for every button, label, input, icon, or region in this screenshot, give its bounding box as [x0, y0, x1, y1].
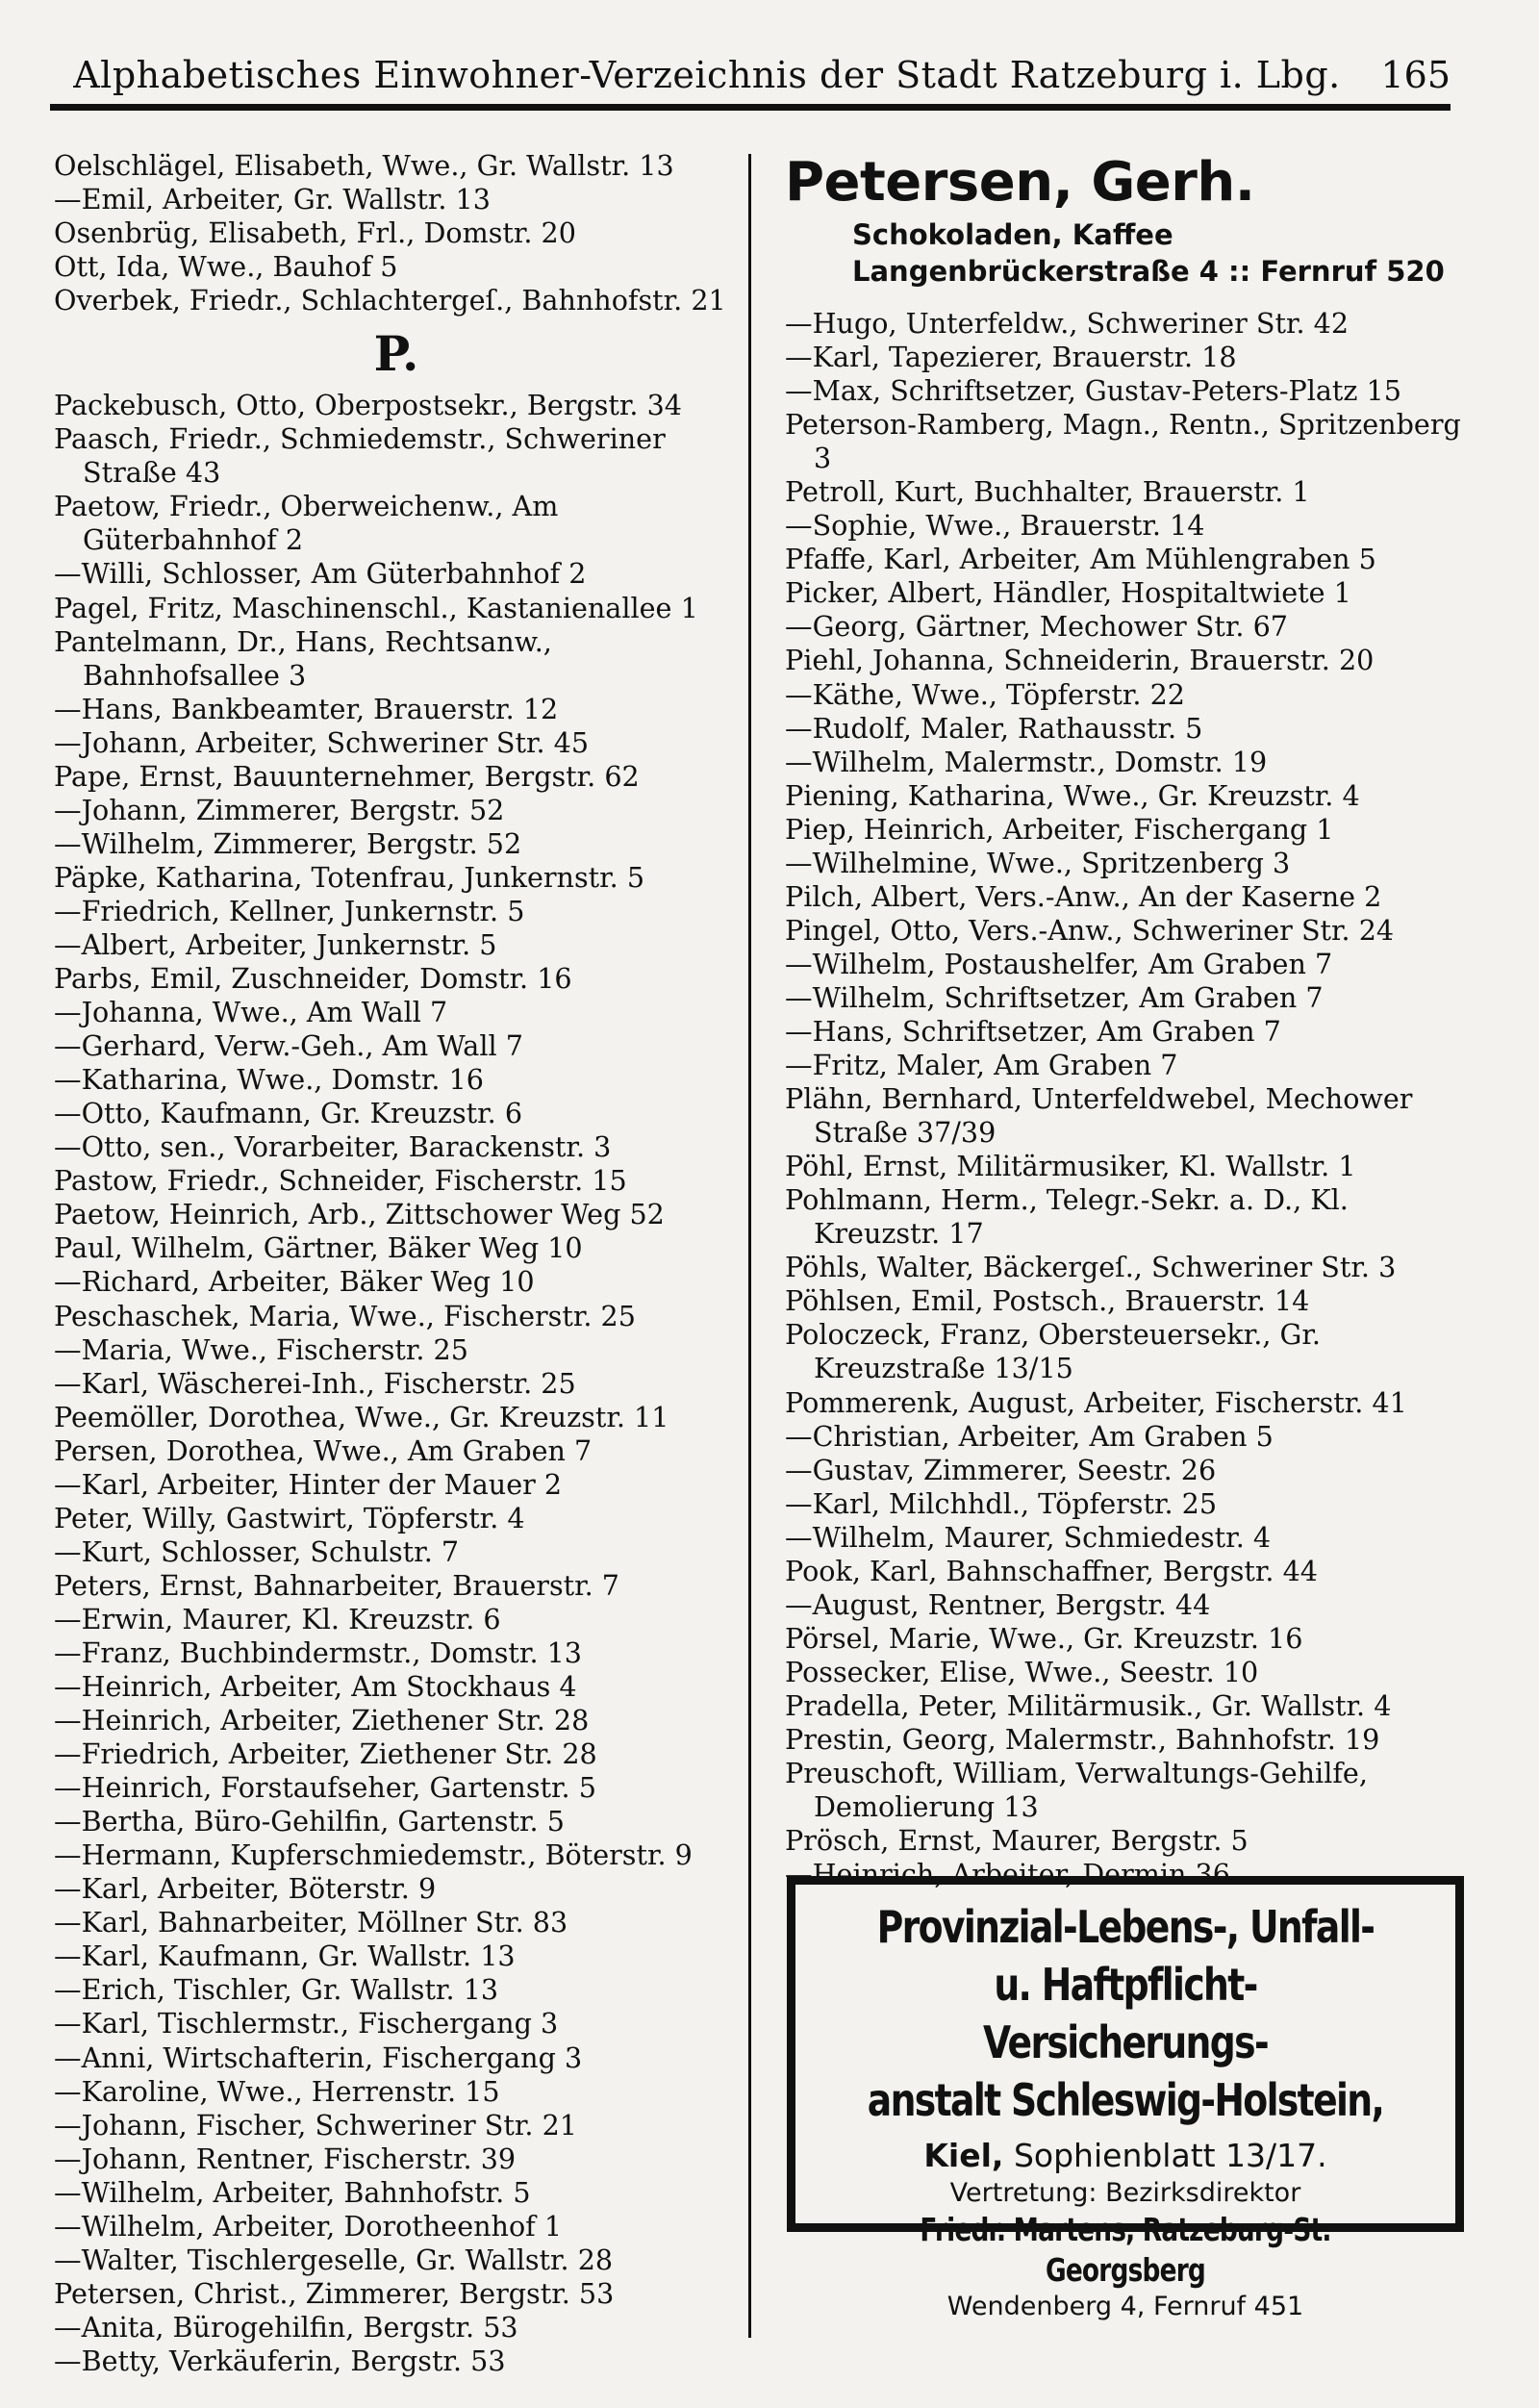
directory-entry: —Emil, Arbeiter, Gr. Wallstr. 13	[54, 183, 491, 216]
directory-entry: —Karl, Tischlermstr., Fischergang 3	[54, 2007, 559, 2040]
directory-entry: Pingel, Otto, Vers.-Anw., Schweriner Str. 24	[785, 913, 1395, 947]
directory-entry: Ott, Ida, Wwe., Bauhof 5	[54, 250, 398, 284]
directory-entry: —Albert, Arbeiter, Junkernstr. 5	[54, 927, 497, 961]
directory-entry: —Hugo, Unterfeldw., Schweriner Str. 42	[785, 307, 1350, 340]
directory-entry: Poloczeck, Franz, Obersteuersekr., Gr. Kreuzstraße 13/15	[785, 1318, 1321, 1385]
directory-entry: —Heinrich, Arbeiter, Dermin 36	[785, 1858, 1230, 1891]
directory-entry: —Christian, Arbeiter, Am Graben 5	[785, 1419, 1274, 1453]
ad-box-city-line	[795, 2135, 1455, 2177]
directory-entry: —Johann, Fischer, Schweriner Str. 21	[54, 2108, 577, 2142]
directory-entry: Pöhls, Walter, Bäckergeſ., Schweriner Str. 3	[785, 1251, 1397, 1284]
column-divider	[748, 154, 751, 2338]
directory-entry: —Max, Schriftsetzer, Gustav-Peters-Platz 15	[785, 374, 1401, 408]
directory-entry: —Karl, Bahnarbeiter, Möllner Str. 83	[54, 1906, 568, 1939]
directory-entry: —Fritz, Maler, Am Graben 7	[785, 1049, 1178, 1082]
directory-entry: Overbek, Friedr., Schlachtergeſ., Bahnhofstr. 21	[54, 284, 726, 317]
directory-entry: —Anni, Wirtschafterin, Fischergang 3	[54, 2040, 583, 2074]
directory-entry: Peter, Willy, Gastwirt, Töpferstr. 4	[54, 1501, 525, 1534]
header-rule	[50, 104, 1451, 111]
directory-entry: Peschaschek, Maria, Wwe., Fischerstr. 25	[54, 1299, 636, 1332]
directory-entry: Paasch, Friedr., Schmiedemstr., Schweriner Straße 43	[54, 422, 666, 490]
ad-box-rep-name: Friedr. Martens, Ratzeburg-St. Georgsberg	[920, 2211, 1331, 2289]
directory-entry: —Heinrich, Arbeiter, Ziethener Str. 28	[54, 1704, 590, 1737]
directory-entry: Pape, Ernst, Bauunternehmer, Bergstr. 62	[54, 759, 640, 793]
directory-entry: Pook, Karl, Bahnschaffner, Bergstr. 44	[785, 1554, 1318, 1587]
directory-entry: Pastow, Friedr., Schneider, Fischerstr. 15	[54, 1164, 627, 1198]
directory-entry: —Otto, Kaufmann, Gr. Kreuzstr. 6	[54, 1097, 523, 1130]
directory-entry: —Walter, Tischlergeselle, Gr. Wallstr. 28	[54, 2243, 614, 2276]
directory-entry: Pagel, Fritz, Maschinenschl., Kastanienallee 1	[54, 591, 698, 624]
directory-entry: Pilch, Albert, Vers.-Anw., An der Kaserne 2	[785, 879, 1382, 913]
directory-entry: —Johanna, Wwe., Am Wall 7	[54, 996, 448, 1029]
directory-entry: —Friedrich, Kellner, Junkernstr. 5	[54, 894, 525, 927]
directory-entry: —Richard, Arbeiter, Bäker Weg 10	[54, 1265, 535, 1299]
ad-name: Petersen, Gerh.	[785, 151, 1255, 214]
directory-entry: —Wilhelm, Maurer, Schmiedestr. 4	[785, 1520, 1272, 1554]
directory-entry: —Wilhelm, Zimmerer, Bergstr. 52	[54, 826, 522, 860]
directory-entry: Parbs, Emil, Zuschneider, Domstr. 16	[54, 962, 572, 996]
directory-entry: Päpke, Katharina, Totenfrau, Junkernstr. 5	[54, 860, 645, 894]
directory-entry: Paetow, Friedr., Oberweichenw., Am Güterbahnhof 2	[54, 490, 559, 557]
directory-entry: Peterson-Ramberg, Magn., Rentn., Spritzenberg 3	[785, 408, 1461, 475]
directory-entry: —Franz, Buchbindermstr., Domstr. 13	[54, 1635, 583, 1669]
directory-entry: Pörsel, Marie, Wwe., Gr. Kreuzstr. 16	[785, 1621, 1303, 1655]
directory-entry: —Rudolf, Maler, Rathausstr. 5	[785, 711, 1203, 745]
directory-entry: —August, Rentner, Bergstr. 44	[785, 1587, 1211, 1621]
ad-box-rep-address: Wendenberg 4, Fernruf 451	[946, 2292, 1304, 2321]
section-letter: P.	[373, 325, 419, 383]
directory-entry: —Hans, Schriftsetzer, Am Graben 7	[785, 1014, 1281, 1048]
directory-entry: —Gustav, Zimmerer, Seestr. 26	[785, 1453, 1217, 1486]
directory-entry: —Friedrich, Arbeiter, Ziethener Str. 28	[54, 1737, 597, 1771]
advertisement-petersen	[785, 149, 1466, 290]
directory-entry: Pöhlsen, Emil, Postsch., Brauerstr. 14	[785, 1284, 1310, 1318]
page-title: Alphabetisches Einwohner-Verzeichnis der Stadt Ratzeburg i. Lbg.	[73, 54, 1341, 96]
directory-entry: Preuschoft, William, Verwaltungs-Gehilfe, Demolierung 13	[785, 1757, 1368, 1824]
directory-entry: —Kurt, Schlosser, Schulstr. 7	[54, 1534, 460, 1568]
directory-entry: —Wilhelm, Schriftsetzer, Am Graben 7	[785, 980, 1324, 1014]
directory-entry: Peemöller, Dorothea, Wwe., Gr. Kreuzstr. 11	[54, 1400, 669, 1433]
ad-line-1: Schokoladen, Kaffee	[852, 218, 1173, 251]
directory-entry: —Wilhelm, Malermstr., Domstr. 19	[785, 745, 1268, 778]
directory-entry: —Hermann, Kupferschmiedemstr., Böterstr. 9	[54, 1838, 693, 1872]
directory-entry: Pradella, Peter, Militärmusik., Gr. Wallstr. 4	[785, 1688, 1392, 1722]
ad-box-city: Kiel,	[923, 2137, 1004, 2174]
directory-entry: —Karl, Milchhdl., Töpferstr. 25	[785, 1486, 1218, 1520]
right-entries	[785, 307, 1466, 1891]
directory-entry: Piehl, Johanna, Schneiderin, Brauerstr. 20	[785, 644, 1375, 677]
directory-entry: —Hans, Bankbeamter, Brauerstr. 12	[54, 692, 559, 725]
directory-entry: Osenbrüg, Elisabeth, Frl., Domstr. 20	[54, 216, 576, 250]
directory-entry: Oelschlägel, Elisabeth, Wwe., Gr. Wallstr. 13	[54, 149, 674, 182]
directory-entry: Pfaffe, Karl, Arbeiter, Am Mühlengraben 5	[785, 543, 1376, 576]
directory-entry: Packebusch, Otto, Oberpostsekr., Bergstr. 34	[54, 389, 682, 422]
directory-entry: Piening, Katharina, Wwe., Gr. Kreuzstr. 4	[785, 778, 1360, 812]
right-column	[785, 149, 1466, 1891]
ad-box-line-2: u. Haftpflicht-Versicherungs-	[983, 1959, 1268, 2068]
directory-entry: —Otto, sen., Vorarbeiter, Barackenstr. 3	[54, 1130, 612, 1164]
directory-entry: Peters, Ernst, Bahnarbeiter, Brauerstr. 7	[54, 1568, 619, 1602]
directory-entry: —Bertha, Büro-Gehilfin, Gartenstr. 5	[54, 1805, 565, 1838]
directory-entry: —Willi, Schlosser, Am Güterbahnhof 2	[54, 557, 587, 591]
directory-entry: —Wilhelm, Arbeiter, Bahnhofstr. 5	[54, 2175, 531, 2209]
directory-entry: —Karl, Arbeiter, Böterstr. 9	[54, 1872, 437, 1906]
directory-entry: —Johann, Arbeiter, Schweriner Str. 45	[54, 725, 590, 759]
directory-entry: —Heinrich, Forstaufseher, Gartenstr. 5	[54, 1771, 596, 1805]
directory-entry: —Karl, Tapezierer, Brauerstr. 18	[785, 341, 1237, 374]
page-header	[50, 46, 1451, 104]
directory-entry: —Wilhelm, Arbeiter, Dorotheenhof 1	[54, 2209, 563, 2243]
insurance-advertisement	[787, 1876, 1464, 2321]
directory-entry: Persen, Dorothea, Wwe., Am Graben 7	[54, 1433, 593, 1467]
directory-entry: Prestin, Georg, Malermstr., Bahnhofstr. 19	[785, 1722, 1380, 1756]
directory-entry: —Heinrich, Arbeiter, Am Stockhaus 4	[54, 1670, 577, 1704]
directory-entry: —Maria, Wwe., Fischerstr. 25	[54, 1332, 468, 1366]
directory-entry: Paul, Wilhelm, Gärtner, Bäker Weg 10	[54, 1231, 583, 1265]
directory-entry: —Karl, Wäscherei-Inh., Fischerstr. 25	[54, 1366, 576, 1400]
entries-before-section	[54, 149, 739, 317]
directory-entry: —Käthe, Wwe., Töpferstr. 22	[785, 677, 1185, 711]
directory-entry: Pöhl, Ernst, Militärmusiker, Kl. Wallstr. 1	[785, 1150, 1356, 1183]
directory-entry: —Karl, Arbeiter, Hinter der Mauer 2	[54, 1467, 563, 1501]
directory-entry: Plähn, Bernhard, Unterfeldwebel, Mechower Straße 37/39	[785, 1082, 1413, 1150]
directory-entry: —Katharina, Wwe., Domstr. 16	[54, 1063, 484, 1097]
directory-entry: —Sophie, Wwe., Brauerstr. 14	[785, 509, 1205, 543]
directory-entry: Picker, Albert, Händler, Hospitaltwiete 1	[785, 576, 1351, 610]
directory-entry: —Georg, Gärtner, Mechower Str. 67	[785, 610, 1288, 644]
directory-entry: Possecker, Elise, Wwe., Seestr. 10	[785, 1655, 1259, 1688]
directory-entry: —Karoline, Wwe., Herrenstr. 15	[54, 2074, 500, 2108]
directory-entry: —Gerhard, Verw.-Geh., Am Wall 7	[54, 1029, 523, 1063]
directory-entry: Paetow, Heinrich, Arb., Zittschower Weg 52	[54, 1198, 665, 1231]
ad-box-line-1: Provinzial-Lebens-, Unfall-	[876, 1901, 1375, 1953]
directory-entry: Pommerenk, August, Arbeiter, Fischerstr. 41	[785, 1385, 1407, 1419]
directory-entry: Petersen, Christ., Zimmerer, Bergstr. 53	[54, 2276, 615, 2310]
directory-entry: —Karl, Kaufmann, Gr. Wallstr. 13	[54, 1939, 516, 1973]
directory-entry: Piep, Heinrich, Arbeiter, Fischergang 1	[785, 812, 1334, 846]
directory-entry: —Wilhelmine, Wwe., Spritzenberg 3	[785, 846, 1291, 879]
directory-entry: —Erich, Tischler, Gr. Wallstr. 13	[54, 1973, 499, 2007]
directory-entry: Petroll, Kurt, Buchhalter, Brauerstr. 1	[785, 475, 1310, 509]
directory-entry: Pantelmann, Dr., Hans, Rechtsanw., Bahnhofsallee 3	[54, 624, 552, 692]
directory-entry: Pohlmann, Herm., Telegr.-Sekr. a. D., Kl. Kreuzstr. 17	[785, 1183, 1349, 1251]
directory-entry: —Anita, Bürogehilfin, Bergstr. 53	[54, 2310, 518, 2344]
page-number: 165	[1380, 54, 1451, 96]
directory-entry: —Wilhelm, Postaushelfer, Am Graben 7	[785, 947, 1333, 980]
directory-entry: —Johann, Zimmerer, Bergstr. 52	[54, 793, 505, 826]
directory-entry: Prösch, Ernst, Maurer, Bergstr. 5	[785, 1824, 1249, 1858]
left-entries	[54, 389, 739, 2378]
ad-line-2: Langenbrückerstraße 4 :: Fernruf 520	[852, 255, 1445, 288]
ad-box-address: Sophienblatt 13/17.	[1013, 2137, 1327, 2174]
directory-entry: —Erwin, Maurer, Kl. Kreuzstr. 6	[54, 1602, 501, 1635]
directory-entry: —Johann, Rentner, Fischerstr. 39	[54, 2142, 517, 2175]
directory-entry: —Betty, Verkäuferin, Bergstr. 53	[54, 2344, 506, 2377]
ad-box-rep-label: Vertretung: Bezirksdirektor	[949, 2178, 1301, 2208]
left-column	[54, 149, 739, 2378]
ad-box-line-3: anstalt Schleswig-Holstein,	[867, 2074, 1384, 2126]
